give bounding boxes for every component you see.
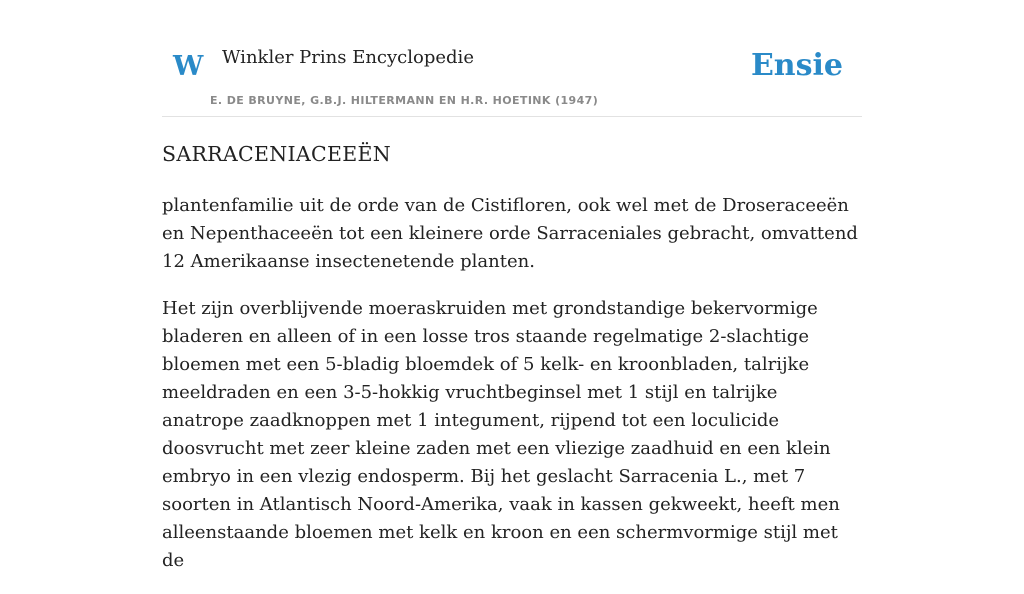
- source-authors: E. DE BRUYNE, G.B.J. HILTERMANN EN H.R. HOETINK (1947): [210, 94, 599, 107]
- winkler-prins-logo-icon[interactable]: W: [173, 51, 204, 82]
- article-paragraph: plantenfamilie uit de orde van de Cistifloren, ook wel met de Droseraceeën en Nepenthaceeën tot een kleinere orde Sarraceniales gebracht, omvattend 12 Amerikaanse insectenetende planten.: [162, 195, 858, 272]
- article-body: [162, 192, 862, 594]
- source-title[interactable]: Winkler Prins Encyclopedie: [222, 47, 474, 68]
- ensie-brand-logo[interactable]: Ensie: [750, 48, 843, 83]
- article-paragraph: Het zijn overblijvende moeraskruiden met grondstandige bekervormige bladeren en alleen of in een losse tros staande regelmatige 2-slachtige bloemen met een 5-bladig bloemdek of 5 kelk- en kroonbladen, talrijke meeldraden en een 3-5-hokkig vruchtbeginsel met 1 stijl en talrijke anatrope zaadknoppen met 1 integument, rijpend tot een loculicide doosvrucht met zeer kleine zaden met een vliezige zaadhuid en een klein embryo in een vlezig endosperm. Bij het geslacht Sarracenia L., met 7 soorten in Atlantisch Noord-Amerika, vaak in kassen gekweekt, heeft men alleenstaande bloemen met kelk en kroon en een schermvormige stijl met de: [162, 298, 840, 571]
- source-header: [162, 0, 862, 117]
- entry-title: SARRACENIACEEËN: [162, 142, 392, 166]
- page: [162, 0, 862, 571]
